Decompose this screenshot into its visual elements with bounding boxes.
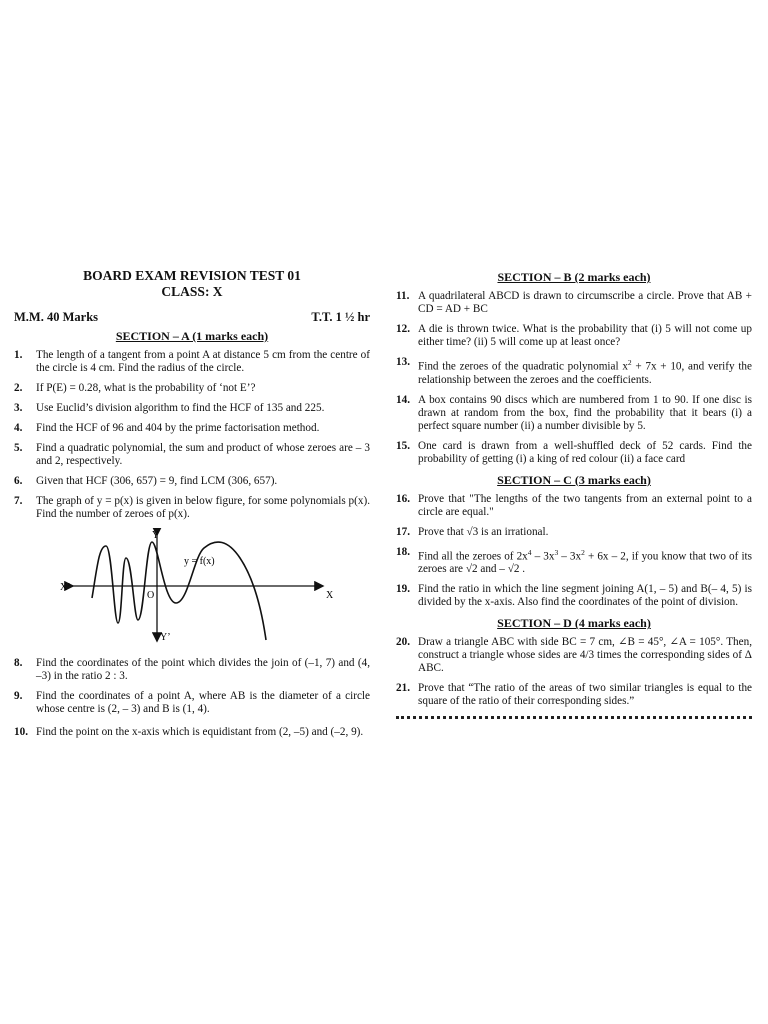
question-text: Find the HCF of 96 and 404 by the prime factorisation method.	[36, 422, 320, 434]
question-text: Given that HCF (306, 657) = 9, find LCM (306, 657).	[36, 475, 278, 487]
question-number: 15.	[396, 439, 410, 452]
question-2	[14, 382, 370, 395]
question-text: If P(E) = 0.28, what is the probability of ‘not E’?	[36, 382, 256, 394]
question-5	[14, 442, 370, 468]
curve-label: y = f(x)	[184, 556, 215, 567]
question-20	[396, 636, 752, 675]
right-column	[396, 268, 752, 719]
question-13	[396, 356, 752, 387]
max-marks: M.M. 40 Marks	[14, 310, 99, 324]
question-text: A die is thrown twice. What is the probability that (i) 5 will not come up either time? (ii) 5 will come up at least once?	[418, 323, 752, 348]
question-number: 5.	[14, 442, 23, 454]
question-3	[14, 402, 370, 415]
question-12	[396, 323, 752, 349]
question-number: 21.	[396, 682, 410, 695]
question-19	[396, 583, 752, 609]
question-text: Use Euclid’s division algorithm to find the HCF of 135 and 225.	[36, 402, 325, 414]
question-text: Find the point on the x-axis which is equidistant from (2, –5) and (–2, 9).	[36, 726, 364, 738]
question-11	[396, 290, 752, 316]
polynomial-graph	[54, 528, 370, 651]
question-4	[14, 422, 370, 435]
question-number: 11.	[396, 290, 410, 302]
question-text: Find the zeroes of the quadratic polynomial $x^2 + 7x + 10$, and verify the relationship between the zeroes and the coefficients.	[418, 358, 752, 386]
question-17	[396, 526, 752, 539]
question-text: A quadrilateral ABCD is drawn to circumscribe a circle. Prove that AB + CD = AD + BC	[418, 290, 752, 315]
question-number: 4.	[14, 422, 23, 434]
question-7	[14, 495, 370, 521]
question-8	[14, 657, 370, 683]
class-label: CLASS: X	[161, 284, 223, 299]
question-number: 16.	[396, 492, 410, 505]
question-text: Find the coordinates of a point A, where AB is the diameter of a circle whose centre is (2, – 3) and B is (1, 4).	[36, 690, 370, 715]
question-text: A box contains 90 discs which are numbered from 1 to 90. If one disc is drawn at random from the box, find the probability that it bears (i) a perfect square number (ii) a number divisible by 5.	[418, 393, 752, 432]
section-d-heading: SECTION – D (4 marks each)	[497, 616, 651, 631]
question-21	[396, 682, 752, 708]
end-dotted-line	[396, 716, 752, 719]
question-text: One card is drawn from a well-shuffled deck of 52 cards. Find the probability of getting (i) a king of red colour (ii) a face card	[418, 439, 752, 465]
time-allowed: T.T. 1 ½ hr	[311, 310, 370, 324]
question-number: 7.	[14, 495, 23, 507]
question-number: 12.	[396, 323, 410, 335]
x-neg-label: X’	[60, 582, 71, 593]
y-pos-label: Y	[152, 530, 160, 541]
question-number: 14.	[396, 393, 410, 406]
polynomial-curve	[92, 542, 266, 640]
question-16	[396, 493, 752, 519]
section-b-heading: SECTION – B (2 marks each)	[497, 270, 651, 284]
question-number: 19.	[396, 583, 410, 596]
question-15	[396, 440, 752, 466]
question-number: 17.	[396, 525, 410, 538]
root-3: √3	[466, 525, 479, 538]
section-a-heading: SECTION – A (1 marks each)	[115, 329, 269, 343]
question-number: 18.	[396, 545, 410, 558]
left-column	[14, 268, 370, 746]
question-text: Prove that “The ratio of the areas of two similar triangles is equal to the square of the ratio of their corresponding sides.”	[418, 682, 752, 708]
question-14	[396, 394, 752, 433]
question-9	[14, 690, 370, 716]
question-text: The length of a tangent from a point A at distance 5 cm from the centre of the circle is 4 cm. Find the radius of the circle.	[36, 349, 370, 374]
question-text: Prove that √3 is an irrational.	[418, 525, 549, 538]
graph-svg	[54, 528, 354, 646]
question-text: The graph of y = p(x) is given in below figure, for some polynomials p(x). Find the number of zeroes of p(x).	[36, 495, 370, 520]
section-c-heading: SECTION – C (3 marks each)	[497, 472, 651, 487]
question-10	[14, 726, 370, 739]
question-number: 6.	[14, 475, 23, 487]
question-number: 2.	[14, 382, 23, 394]
question-18	[396, 546, 752, 577]
origin-label: O	[147, 590, 155, 601]
marks-time-row	[14, 310, 370, 325]
question-text: Prove that "The lengths of the two tangents from an external point to a circle are equal."	[418, 492, 752, 518]
question-number: 13.	[396, 356, 410, 368]
question-text: Find the coordinates of the point which divides the join of (–1, 7) and (4, –3) in the ratio 2 : 3.	[36, 657, 370, 682]
question-text: Draw a triangle ABC with side BC = 7 cm, ∠B = 45°, ∠A = 105°. Then, construct a triangle whose sides are 4/3 times the corresponding sides of Δ ABC.	[418, 636, 752, 675]
question-6	[14, 475, 370, 488]
question-text: Find all the zeroes of $2x^4 - 3x^3 - 3x^2 + 6x - 2$, if you know that two of its zeroes are √2 and – √2 .	[418, 547, 753, 576]
test-title: BOARD EXAM REVISION TEST 01	[83, 268, 301, 283]
y-neg-label: Y’	[160, 632, 171, 643]
question-number: 10.	[14, 726, 28, 738]
question-1	[14, 349, 370, 375]
question-number: 3.	[14, 402, 23, 414]
question-number: 1.	[14, 349, 23, 361]
question-number: 9.	[14, 690, 23, 702]
question-number: 20.	[396, 636, 410, 649]
question-text: Find a quadratic polynomial, the sum and product of whose zeroes are – 3 and 2, respectively.	[36, 442, 370, 467]
x-pos-label: X	[326, 590, 334, 601]
question-number: 8.	[14, 657, 23, 669]
question-text: Find the ratio in which the line segment joining A(1, – 5) and B(– 4, 5) is divided by the x-axis. Also find the coordinates of the point of division.	[418, 583, 752, 609]
